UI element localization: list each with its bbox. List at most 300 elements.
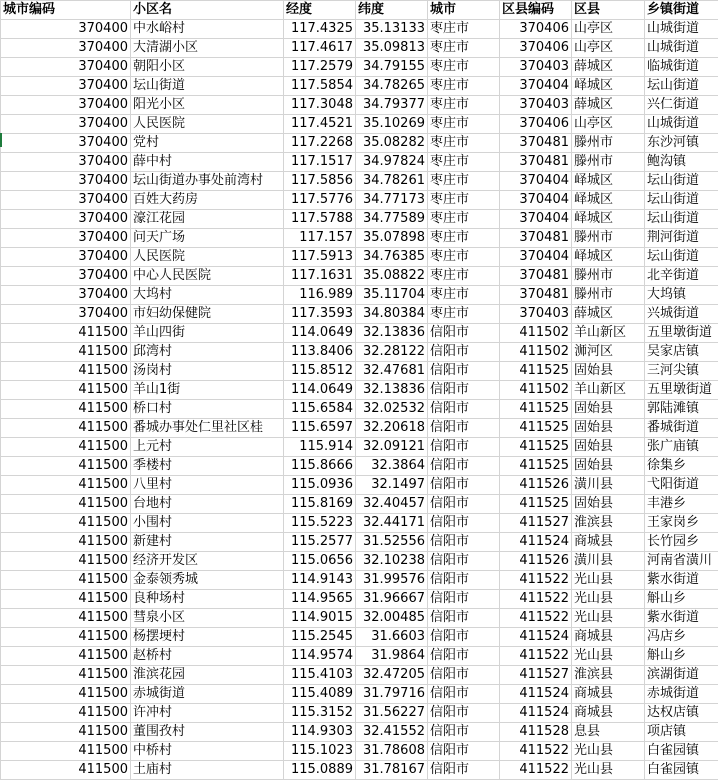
cell-town-street[interactable]: 临城街道 [645, 58, 718, 77]
cell-city-code[interactable]: 370400 [1, 96, 131, 115]
cell-town-street[interactable]: 大坞镇 [645, 286, 718, 305]
cell-district[interactable]: 商城县 [572, 685, 645, 704]
cell-city-code[interactable]: 411500 [1, 476, 131, 495]
cell-city-code[interactable]: 411500 [1, 723, 131, 742]
cell-city-code[interactable]: 370400 [1, 134, 131, 153]
cell-city-code[interactable]: 411500 [1, 704, 131, 723]
cell-city[interactable]: 枣庄市 [428, 286, 500, 305]
cell-latitude[interactable]: 34.79155 [356, 58, 428, 77]
cell-city-code[interactable]: 370400 [1, 172, 131, 191]
cell-community-name[interactable]: 季楼村 [131, 457, 284, 476]
cell-latitude[interactable]: 31.56227 [356, 704, 428, 723]
cell-town-street[interactable]: 白雀园镇 [645, 742, 718, 761]
cell-town-street[interactable]: 坛山街道 [645, 248, 718, 267]
cell-longitude[interactable]: 115.4103 [284, 666, 356, 685]
cell-latitude[interactable]: 34.76385 [356, 248, 428, 267]
cell-city-code[interactable]: 370400 [1, 229, 131, 248]
cell-city-code[interactable]: 370400 [1, 286, 131, 305]
cell-longitude[interactable]: 115.914 [284, 438, 356, 457]
cell-longitude[interactable]: 114.9015 [284, 609, 356, 628]
cell-community-name[interactable]: 淮滨花园 [131, 666, 284, 685]
cell-latitude[interactable]: 32.47205 [356, 666, 428, 685]
cell-district[interactable]: 滕州市 [572, 153, 645, 172]
cell-town-street[interactable]: 丰港乡 [645, 495, 718, 514]
cell-town-street[interactable]: 斛山乡 [645, 590, 718, 609]
cell-community-name[interactable]: 中水峪村 [131, 20, 284, 39]
cell-community-name[interactable]: 彗泉小区 [131, 609, 284, 628]
cell-community-name[interactable]: 邱湾村 [131, 343, 284, 362]
cell-longitude[interactable]: 117.4521 [284, 115, 356, 134]
cell-latitude[interactable]: 31.52556 [356, 533, 428, 552]
cell-district-code[interactable]: 411524 [500, 685, 572, 704]
cell-longitude[interactable]: 115.6597 [284, 419, 356, 438]
cell-city[interactable]: 信阳市 [428, 571, 500, 590]
cell-community-name[interactable]: 大清湖小区 [131, 39, 284, 58]
cell-latitude[interactable]: 31.9864 [356, 647, 428, 666]
cell-city[interactable]: 枣庄市 [428, 153, 500, 172]
cell-longitude[interactable]: 117.157 [284, 229, 356, 248]
cell-town-street[interactable]: 山城街道 [645, 20, 718, 39]
cell-district[interactable]: 滕州市 [572, 267, 645, 286]
cell-city-code[interactable]: 411500 [1, 324, 131, 343]
cell-community-name[interactable]: 濠江花园 [131, 210, 284, 229]
cell-latitude[interactable]: 35.08822 [356, 267, 428, 286]
header-longitude[interactable]: 经度 [284, 1, 356, 20]
cell-longitude[interactable]: 115.8666 [284, 457, 356, 476]
cell-district[interactable]: 固始县 [572, 457, 645, 476]
cell-city[interactable]: 信阳市 [428, 666, 500, 685]
cell-town-street[interactable]: 荆河街道 [645, 229, 718, 248]
cell-community-name[interactable]: 羊山四街 [131, 324, 284, 343]
cell-town-street[interactable]: 项店镇 [645, 723, 718, 742]
cell-district-code[interactable]: 411502 [500, 324, 572, 343]
cell-city[interactable]: 信阳市 [428, 324, 500, 343]
cell-city-code[interactable]: 370400 [1, 305, 131, 324]
cell-district[interactable]: 峄城区 [572, 191, 645, 210]
cell-latitude[interactable]: 32.09121 [356, 438, 428, 457]
cell-community-name[interactable]: 汤岗村 [131, 362, 284, 381]
cell-city-code[interactable]: 411500 [1, 400, 131, 419]
cell-longitude[interactable]: 115.4089 [284, 685, 356, 704]
cell-longitude[interactable]: 116.989 [284, 286, 356, 305]
cell-town-street[interactable]: 兴仁街道 [645, 96, 718, 115]
cell-city[interactable]: 枣庄市 [428, 191, 500, 210]
cell-latitude[interactable]: 32.20618 [356, 419, 428, 438]
cell-city[interactable]: 信阳市 [428, 362, 500, 381]
cell-latitude[interactable]: 32.40457 [356, 495, 428, 514]
cell-latitude[interactable]: 31.78608 [356, 742, 428, 761]
cell-longitude[interactable]: 117.4325 [284, 20, 356, 39]
cell-longitude[interactable]: 117.5854 [284, 77, 356, 96]
cell-district[interactable]: 光山县 [572, 609, 645, 628]
cell-community-name[interactable]: 薛中村 [131, 153, 284, 172]
cell-district[interactable]: 潢川县 [572, 476, 645, 495]
cell-town-street[interactable]: 坛山街道 [645, 191, 718, 210]
cell-town-street[interactable]: 滨湖街道 [645, 666, 718, 685]
cell-longitude[interactable]: 115.8512 [284, 362, 356, 381]
cell-longitude[interactable]: 115.0889 [284, 761, 356, 780]
cell-district-code[interactable]: 411524 [500, 533, 572, 552]
cell-district-code[interactable]: 411528 [500, 723, 572, 742]
cell-district-code[interactable]: 411527 [500, 666, 572, 685]
cell-town-street[interactable]: 三河尖镇 [645, 362, 718, 381]
cell-latitude[interactable]: 34.80384 [356, 305, 428, 324]
cell-community-name[interactable]: 党村 [131, 134, 284, 153]
cell-city-code[interactable]: 370400 [1, 191, 131, 210]
cell-longitude[interactable]: 115.1023 [284, 742, 356, 761]
cell-latitude[interactable]: 32.3864 [356, 457, 428, 476]
cell-community-name[interactable]: 许冲村 [131, 704, 284, 723]
cell-district[interactable]: 羊山新区 [572, 324, 645, 343]
cell-longitude[interactable]: 114.9303 [284, 723, 356, 742]
cell-district[interactable]: 光山县 [572, 742, 645, 761]
cell-district[interactable]: 薛城区 [572, 58, 645, 77]
cell-community-name[interactable]: 人民医院 [131, 115, 284, 134]
cell-district-code[interactable]: 411525 [500, 419, 572, 438]
cell-district-code[interactable]: 411525 [500, 457, 572, 476]
cell-town-street[interactable]: 兴城街道 [645, 305, 718, 324]
cell-city[interactable]: 枣庄市 [428, 134, 500, 153]
cell-community-name[interactable]: 赤城街道 [131, 685, 284, 704]
cell-longitude[interactable]: 117.3048 [284, 96, 356, 115]
cell-community-name[interactable]: 问天广场 [131, 229, 284, 248]
cell-town-street[interactable]: 坛山街道 [645, 172, 718, 191]
cell-district-code[interactable]: 411524 [500, 628, 572, 647]
cell-district-code[interactable]: 411526 [500, 476, 572, 495]
cell-city[interactable]: 信阳市 [428, 628, 500, 647]
cell-longitude[interactable]: 115.3152 [284, 704, 356, 723]
cell-district[interactable]: 潢川县 [572, 552, 645, 571]
cell-district[interactable]: 滕州市 [572, 134, 645, 153]
cell-community-name[interactable]: 董围孜村 [131, 723, 284, 742]
cell-longitude[interactable]: 117.5913 [284, 248, 356, 267]
cell-district-code[interactable]: 370403 [500, 58, 572, 77]
cell-community-name[interactable]: 新建村 [131, 533, 284, 552]
cell-district-code[interactable]: 370406 [500, 115, 572, 134]
cell-latitude[interactable]: 31.99576 [356, 571, 428, 590]
cell-district[interactable]: 峄城区 [572, 248, 645, 267]
cell-district[interactable]: 光山县 [572, 590, 645, 609]
cell-community-name[interactable]: 赵桥村 [131, 647, 284, 666]
cell-district-code[interactable]: 411525 [500, 438, 572, 457]
cell-latitude[interactable]: 34.77589 [356, 210, 428, 229]
cell-city[interactable]: 信阳市 [428, 609, 500, 628]
cell-city[interactable]: 信阳市 [428, 343, 500, 362]
cell-district[interactable]: 固始县 [572, 438, 645, 457]
cell-town-street[interactable]: 山城街道 [645, 39, 718, 58]
cell-longitude[interactable]: 117.3593 [284, 305, 356, 324]
cell-longitude[interactable]: 117.5788 [284, 210, 356, 229]
cell-city-code[interactable]: 370400 [1, 153, 131, 172]
cell-community-name[interactable]: 人民医院 [131, 248, 284, 267]
header-district[interactable]: 区县 [572, 1, 645, 20]
cell-town-street[interactable]: 郭陆滩镇 [645, 400, 718, 419]
header-town-street[interactable]: 乡镇街道 [645, 1, 718, 20]
cell-district-code[interactable]: 370404 [500, 248, 572, 267]
cell-district[interactable]: 羊山新区 [572, 381, 645, 400]
cell-district-code[interactable]: 370404 [500, 210, 572, 229]
cell-town-street[interactable]: 白雀园镇 [645, 761, 718, 780]
cell-district-code[interactable]: 370403 [500, 305, 572, 324]
cell-city[interactable]: 信阳市 [428, 495, 500, 514]
cell-longitude[interactable]: 114.9574 [284, 647, 356, 666]
cell-district[interactable]: 山亭区 [572, 20, 645, 39]
cell-city-code[interactable]: 411500 [1, 609, 131, 628]
cell-town-street[interactable]: 斛山乡 [645, 647, 718, 666]
cell-town-street[interactable]: 番城街道 [645, 419, 718, 438]
cell-city[interactable]: 信阳市 [428, 685, 500, 704]
cell-latitude[interactable]: 31.6603 [356, 628, 428, 647]
cell-longitude[interactable]: 117.5856 [284, 172, 356, 191]
cell-longitude[interactable]: 115.6584 [284, 400, 356, 419]
cell-city-code[interactable]: 411500 [1, 457, 131, 476]
cell-longitude[interactable]: 115.8169 [284, 495, 356, 514]
cell-district-code[interactable]: 370481 [500, 267, 572, 286]
cell-district-code[interactable]: 411527 [500, 514, 572, 533]
cell-district-code[interactable]: 411525 [500, 400, 572, 419]
cell-latitude[interactable]: 32.47681 [356, 362, 428, 381]
cell-city-code[interactable]: 411500 [1, 419, 131, 438]
cell-longitude[interactable]: 114.9143 [284, 571, 356, 590]
cell-district[interactable]: 固始县 [572, 495, 645, 514]
cell-district[interactable]: 固始县 [572, 362, 645, 381]
cell-city[interactable]: 枣庄市 [428, 210, 500, 229]
cell-district-code[interactable]: 370481 [500, 153, 572, 172]
cell-city[interactable]: 枣庄市 [428, 172, 500, 191]
cell-latitude[interactable]: 34.97824 [356, 153, 428, 172]
cell-town-street[interactable]: 坛山街道 [645, 210, 718, 229]
cell-longitude[interactable]: 117.5776 [284, 191, 356, 210]
cell-longitude[interactable]: 114.9565 [284, 590, 356, 609]
cell-community-name[interactable]: 百姓大药房 [131, 191, 284, 210]
cell-district[interactable]: 淮滨县 [572, 514, 645, 533]
cell-city-code[interactable]: 411500 [1, 666, 131, 685]
cell-city-code[interactable]: 370400 [1, 58, 131, 77]
cell-city[interactable]: 枣庄市 [428, 96, 500, 115]
cell-longitude[interactable]: 117.2268 [284, 134, 356, 153]
cell-latitude[interactable]: 34.79377 [356, 96, 428, 115]
cell-city[interactable]: 信阳市 [428, 400, 500, 419]
cell-community-name[interactable]: 杨摆埂村 [131, 628, 284, 647]
cell-longitude[interactable]: 114.0649 [284, 324, 356, 343]
cell-longitude[interactable]: 115.0936 [284, 476, 356, 495]
cell-community-name[interactable]: 羊山1街 [131, 381, 284, 400]
cell-city[interactable]: 枣庄市 [428, 229, 500, 248]
cell-longitude[interactable]: 115.2545 [284, 628, 356, 647]
cell-town-street[interactable]: 冯店乡 [645, 628, 718, 647]
cell-district-code[interactable]: 370403 [500, 96, 572, 115]
cell-community-name[interactable]: 坛山街道办事处前湾村 [131, 172, 284, 191]
cell-town-street[interactable]: 五里墩街道 [645, 324, 718, 343]
cell-community-name[interactable]: 经济开发区 [131, 552, 284, 571]
cell-district[interactable]: 息县 [572, 723, 645, 742]
cell-longitude[interactable]: 117.4617 [284, 39, 356, 58]
cell-city[interactable]: 信阳市 [428, 457, 500, 476]
cell-community-name[interactable]: 番城办事处仁里社区桂 [131, 419, 284, 438]
cell-district-code[interactable]: 370406 [500, 39, 572, 58]
cell-community-name[interactable]: 小围村 [131, 514, 284, 533]
cell-town-street[interactable]: 鲍沟镇 [645, 153, 718, 172]
cell-city-code[interactable]: 370400 [1, 248, 131, 267]
cell-city[interactable]: 信阳市 [428, 647, 500, 666]
cell-latitude[interactable]: 35.07898 [356, 229, 428, 248]
cell-city[interactable]: 枣庄市 [428, 20, 500, 39]
cell-district-code[interactable]: 370404 [500, 77, 572, 96]
cell-town-street[interactable]: 山城街道 [645, 115, 718, 134]
cell-city[interactable]: 信阳市 [428, 761, 500, 780]
cell-city[interactable]: 枣庄市 [428, 305, 500, 324]
cell-city-code[interactable]: 411500 [1, 362, 131, 381]
cell-latitude[interactable]: 35.09813 [356, 39, 428, 58]
header-city-code[interactable]: 城市编码 [1, 1, 131, 20]
cell-latitude[interactable]: 32.02532 [356, 400, 428, 419]
cell-city[interactable]: 信阳市 [428, 723, 500, 742]
cell-town-street[interactable]: 河南省潢川 [645, 552, 718, 571]
cell-city-code[interactable]: 411500 [1, 647, 131, 666]
cell-city-code[interactable]: 411500 [1, 742, 131, 761]
cell-longitude[interactable]: 117.1517 [284, 153, 356, 172]
cell-district-code[interactable]: 411522 [500, 742, 572, 761]
cell-city-code[interactable]: 411500 [1, 628, 131, 647]
cell-district[interactable]: 峄城区 [572, 210, 645, 229]
cell-district-code[interactable]: 370481 [500, 229, 572, 248]
cell-city[interactable]: 枣庄市 [428, 267, 500, 286]
cell-city[interactable]: 枣庄市 [428, 77, 500, 96]
cell-city[interactable]: 信阳市 [428, 419, 500, 438]
header-district-code[interactable]: 区县编码 [500, 1, 572, 20]
cell-city-code[interactable]: 411500 [1, 343, 131, 362]
cell-longitude[interactable]: 117.2579 [284, 58, 356, 77]
cell-district-code[interactable]: 411525 [500, 362, 572, 381]
cell-longitude[interactable]: 114.0649 [284, 381, 356, 400]
cell-district[interactable]: 峄城区 [572, 172, 645, 191]
cell-district[interactable]: 峄城区 [572, 77, 645, 96]
cell-community-name[interactable]: 金泰领秀城 [131, 571, 284, 590]
cell-latitude[interactable]: 32.44171 [356, 514, 428, 533]
cell-city-code[interactable]: 370400 [1, 20, 131, 39]
cell-latitude[interactable]: 34.78261 [356, 172, 428, 191]
cell-community-name[interactable]: 大坞村 [131, 286, 284, 305]
cell-latitude[interactable]: 35.10269 [356, 115, 428, 134]
cell-city-code[interactable]: 411500 [1, 685, 131, 704]
cell-town-street[interactable]: 北辛街道 [645, 267, 718, 286]
cell-city-code[interactable]: 370400 [1, 77, 131, 96]
cell-latitude[interactable]: 31.96667 [356, 590, 428, 609]
cell-town-street[interactable]: 弋阳街道 [645, 476, 718, 495]
cell-city[interactable]: 信阳市 [428, 476, 500, 495]
cell-latitude[interactable]: 32.13836 [356, 324, 428, 343]
cell-district[interactable]: 浉河区 [572, 343, 645, 362]
cell-district[interactable]: 滕州市 [572, 286, 645, 305]
cell-community-name[interactable]: 八里村 [131, 476, 284, 495]
cell-town-street[interactable]: 紫水街道 [645, 609, 718, 628]
cell-latitude[interactable]: 35.08282 [356, 134, 428, 153]
cell-city[interactable]: 信阳市 [428, 514, 500, 533]
cell-city-code[interactable]: 370400 [1, 115, 131, 134]
cell-town-street[interactable]: 东沙河镇 [645, 134, 718, 153]
cell-community-name[interactable]: 朝阳小区 [131, 58, 284, 77]
cell-city-code[interactable]: 370400 [1, 39, 131, 58]
cell-longitude[interactable]: 117.1631 [284, 267, 356, 286]
cell-town-street[interactable]: 五里墩街道 [645, 381, 718, 400]
cell-district-code[interactable]: 370404 [500, 172, 572, 191]
cell-city-code[interactable]: 411500 [1, 381, 131, 400]
cell-community-name[interactable]: 坛山街道 [131, 77, 284, 96]
cell-city[interactable]: 枣庄市 [428, 115, 500, 134]
cell-latitude[interactable]: 32.00485 [356, 609, 428, 628]
cell-city-code[interactable]: 411500 [1, 761, 131, 780]
cell-community-name[interactable]: 土庙村 [131, 761, 284, 780]
cell-latitude[interactable]: 32.10238 [356, 552, 428, 571]
cell-city[interactable]: 信阳市 [428, 533, 500, 552]
cell-community-name[interactable]: 桥口村 [131, 400, 284, 419]
cell-latitude[interactable]: 32.1497 [356, 476, 428, 495]
cell-longitude[interactable]: 115.0656 [284, 552, 356, 571]
cell-latitude[interactable]: 35.13133 [356, 20, 428, 39]
cell-community-name[interactable]: 中桥村 [131, 742, 284, 761]
cell-city[interactable]: 信阳市 [428, 742, 500, 761]
cell-district-code[interactable]: 411524 [500, 704, 572, 723]
cell-longitude[interactable]: 115.5223 [284, 514, 356, 533]
cell-district-code[interactable]: 411522 [500, 761, 572, 780]
cell-city-code[interactable]: 411500 [1, 533, 131, 552]
cell-district[interactable]: 薛城区 [572, 96, 645, 115]
cell-city[interactable]: 枣庄市 [428, 248, 500, 267]
cell-city-code[interactable]: 411500 [1, 438, 131, 457]
cell-district-code[interactable]: 370406 [500, 20, 572, 39]
header-city[interactable]: 城市 [428, 1, 500, 20]
cell-district-code[interactable]: 411522 [500, 609, 572, 628]
cell-community-name[interactable]: 良种场村 [131, 590, 284, 609]
cell-town-street[interactable]: 吴家店镇 [645, 343, 718, 362]
cell-latitude[interactable]: 32.41552 [356, 723, 428, 742]
cell-district[interactable]: 商城县 [572, 704, 645, 723]
cell-town-street[interactable]: 长竹园乡 [645, 533, 718, 552]
cell-city-code[interactable]: 411500 [1, 552, 131, 571]
cell-district-code[interactable]: 411525 [500, 495, 572, 514]
cell-district-code[interactable]: 370404 [500, 191, 572, 210]
cell-city[interactable]: 信阳市 [428, 704, 500, 723]
cell-district-code[interactable]: 370481 [500, 134, 572, 153]
cell-community-name[interactable]: 上元村 [131, 438, 284, 457]
cell-district-code[interactable]: 370481 [500, 286, 572, 305]
cell-latitude[interactable]: 31.78167 [356, 761, 428, 780]
cell-town-street[interactable]: 张广庙镇 [645, 438, 718, 457]
cell-district[interactable]: 光山县 [572, 571, 645, 590]
cell-latitude[interactable]: 35.11704 [356, 286, 428, 305]
cell-town-street[interactable]: 赤城街道 [645, 685, 718, 704]
cell-district[interactable]: 滕州市 [572, 229, 645, 248]
cell-city-code[interactable]: 370400 [1, 210, 131, 229]
cell-district[interactable]: 山亭区 [572, 39, 645, 58]
cell-latitude[interactable]: 32.28122 [356, 343, 428, 362]
cell-latitude[interactable]: 31.79716 [356, 685, 428, 704]
cell-city-code[interactable]: 411500 [1, 495, 131, 514]
cell-district-code[interactable]: 411526 [500, 552, 572, 571]
cell-town-street[interactable]: 徐集乡 [645, 457, 718, 476]
cell-latitude[interactable]: 34.77173 [356, 191, 428, 210]
cell-district-code[interactable]: 411502 [500, 381, 572, 400]
cell-city-code[interactable]: 411500 [1, 571, 131, 590]
cell-town-street[interactable]: 王家岗乡 [645, 514, 718, 533]
cell-city-code[interactable]: 411500 [1, 590, 131, 609]
cell-city[interactable]: 信阳市 [428, 381, 500, 400]
cell-longitude[interactable]: 115.2577 [284, 533, 356, 552]
cell-district[interactable]: 商城县 [572, 628, 645, 647]
cell-town-street[interactable]: 紫水街道 [645, 571, 718, 590]
header-latitude[interactable]: 纬度 [356, 1, 428, 20]
cell-district[interactable]: 商城县 [572, 533, 645, 552]
